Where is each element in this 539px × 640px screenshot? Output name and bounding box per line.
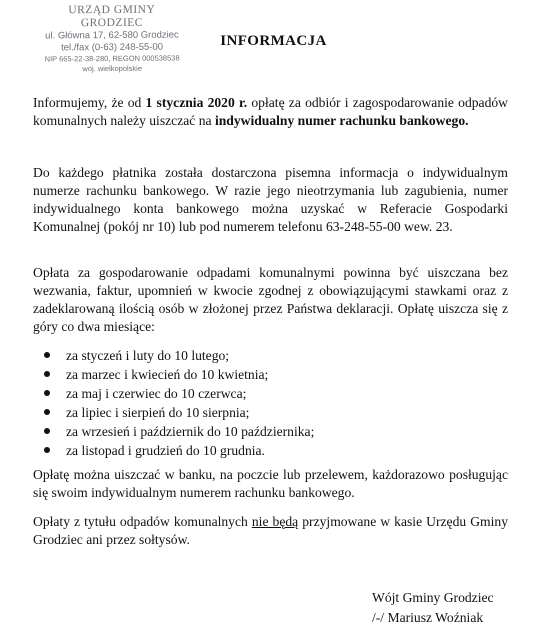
stamp-address: ul. Główna 17, 62-580 Grodziec: [45, 29, 179, 42]
stamp-region: woj. wielkopolskie: [82, 63, 143, 74]
stamp-title: URZĄD GMINY GRODZIEC: [68, 3, 156, 30]
list-item-text: za wrzesień i październik do 10 października;: [66, 424, 315, 439]
intro-text-2: opłatę za odbiór i zagospodarowanie odpadów komunalnych należy uiszczać na: [33, 95, 508, 128]
stamp-ids: NIP 665-22-38-280, REGON 000538538: [44, 53, 180, 64]
bullet-icon: [44, 428, 50, 434]
list-item: [44, 365, 314, 384]
page-title: [0, 33, 539, 50]
bullet-icon: [44, 447, 50, 453]
list-item: [44, 422, 314, 441]
paragraph-intro: [33, 94, 508, 130]
paragraph-payment-rules: Opłata za gospodarowanie odpadami komunalnymi powinna być uiszczana bez wezwania, faktur, upomnień w kwocie zgodnej z obowiązującymi stawkami oraz z zadeklarowaną ilością osób w złożonej przez Państwa deklaracji. Opłatę uiszcza się z góry co dwa miesiące:: [33, 265, 508, 334]
signature-name: /-/ Mariusz Woźniak: [372, 610, 484, 625]
paragraph-payment-methods: Opłatę można uiszczać w banku, na poczcie lub przelewem, każdorazowo posługując się swoim indywidualnym numerem rachunku bankowego.: [33, 467, 508, 500]
list-item: [44, 441, 314, 460]
intro-text-1: Informujemy, że od: [33, 95, 146, 110]
list-item: [44, 346, 314, 365]
paragraph-account-info: Do każdego płatnika została dostarczona pisemna informacja o indywidualnym numerze rachunku bankowego. W razie jego nieotrzymania lub zagubienia, numer indywidualnego konta bankowego można uzyskać w Referacie Gospodarki Komunalnej (pokój nr 10) lub pod numerem telefonu 63-248-55-00 wew. 23.: [33, 165, 508, 234]
list-item-text: za listopad i grudzień do 10 grudnia.: [66, 443, 265, 458]
stamp-phone: tel./fax (0-63) 248-55-00: [61, 41, 164, 54]
bullet-icon: [44, 390, 50, 396]
cash-emphasis: nie będą: [251, 514, 299, 529]
list-item-text: za styczeń i luty do 10 lutego;: [66, 348, 230, 363]
intro-account: indywidualny numer rachunku bankowego.: [214, 113, 469, 128]
intro-date: 1 stycznia 2020 r.: [145, 95, 248, 110]
list-item: [44, 403, 314, 422]
signature-block: [372, 588, 494, 628]
cash-text-2: przyjmowane w kasie Urzędu Gminy Grodziec ani przez sołtysów.: [33, 514, 508, 547]
payment-schedule-list: [44, 346, 314, 460]
page-title-text: INFORMACJA: [220, 33, 327, 49]
list-item-text: za marzec i kwiecień do 10 kwietnia;: [66, 367, 269, 382]
signature-role: Wójt Gminy Grodziec: [372, 590, 494, 605]
bullet-icon: [44, 371, 50, 377]
bullet-icon: [44, 409, 50, 415]
bullet-icon: [44, 352, 50, 358]
paragraph-cash-notice: [33, 513, 508, 549]
list-item: [44, 384, 314, 403]
list-item-text: za maj i czerwiec do 10 czerwca;: [66, 386, 247, 401]
list-item-text: za lipiec i sierpień do 10 sierpnia;: [66, 405, 250, 420]
cash-text-1: Opłaty z tytułu odpadów komunalnych: [33, 514, 252, 529]
